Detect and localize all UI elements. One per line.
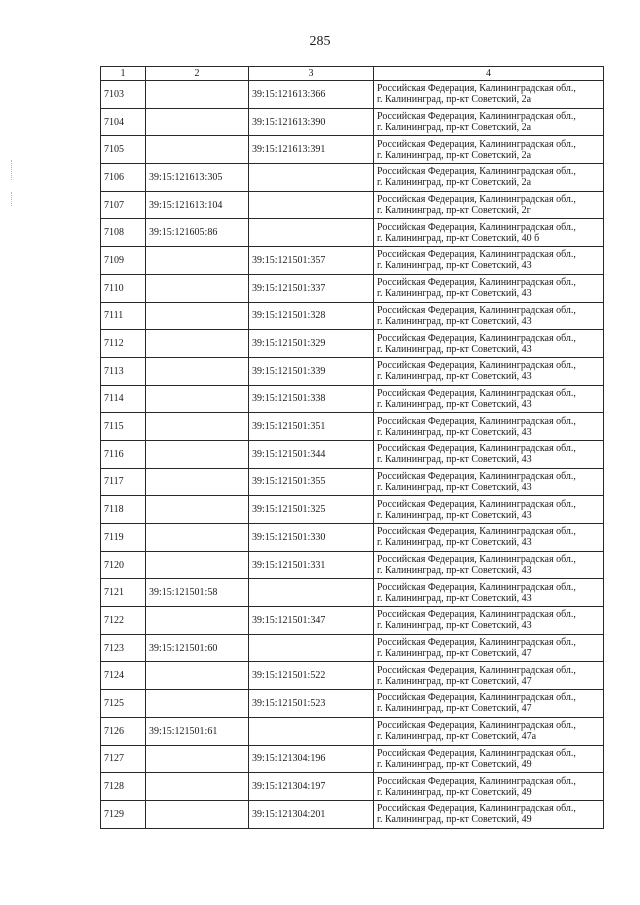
cadastral-number-col3 — [249, 634, 374, 662]
row-number: 7121 — [101, 579, 146, 607]
table-row — [101, 440, 604, 468]
cadastral-number-col3 — [249, 579, 374, 607]
address-line-2: г. Калининград, пр-кт Советский, 47 — [377, 648, 532, 660]
header-row — [101, 67, 604, 81]
table-row — [101, 524, 604, 552]
table-row — [101, 551, 604, 579]
address-line-2: г. Калининград, пр-кт Советский, 43 — [377, 565, 532, 577]
table-row — [101, 717, 604, 745]
cadastral-number-col2 — [146, 524, 249, 552]
row-number: 7124 — [101, 662, 146, 690]
address-line-2: г. Калининград, пр-кт Советский, 43 — [377, 620, 532, 632]
table-row — [101, 274, 604, 302]
table-row — [101, 385, 604, 413]
row-number: 7106 — [101, 164, 146, 192]
cadastral-number-col2: 39:15:121501:60 — [146, 634, 249, 662]
row-number: 7119 — [101, 524, 146, 552]
address-line-2: г. Калининград, пр-кт Советский, 49 — [377, 758, 532, 770]
address-line-2: г. Калининград, пр-кт Советский, 2а — [377, 149, 532, 161]
row-number: 7115 — [101, 413, 146, 441]
cadastral-number-col2 — [146, 440, 249, 468]
table-row — [101, 662, 604, 690]
address-cell — [374, 136, 604, 164]
address-line-2: г. Калининград, пр-кт Советский, 49 — [377, 814, 532, 826]
cadastral-number-col3: 39:15:121304:201 — [249, 800, 374, 828]
address-cell — [374, 524, 604, 552]
address-line-1: Российская Федерация, Калининградская обл., — [377, 637, 576, 649]
row-number: 7113 — [101, 357, 146, 385]
address-cell — [374, 191, 604, 219]
cadastral-number-col3: 39:15:121501:344 — [249, 440, 374, 468]
address-line-1: Российская Федерация, Калининградская обл., — [377, 332, 576, 344]
table-row — [101, 191, 604, 219]
table-row — [101, 164, 604, 192]
address-line-2: г. Калининград, пр-кт Советский, 43 — [377, 537, 532, 549]
row-number: 7125 — [101, 690, 146, 718]
address-line-1: Российская Федерация, Калининградская обл., — [377, 470, 576, 482]
address-cell — [374, 274, 604, 302]
row-number: 7114 — [101, 385, 146, 413]
address-line-1: Российская Федерация, Калининградская обл., — [377, 664, 576, 676]
row-number: 7111 — [101, 302, 146, 330]
cadastral-number-col3: 39:15:121501:522 — [249, 662, 374, 690]
table-row — [101, 302, 604, 330]
row-number: 7126 — [101, 717, 146, 745]
address-cell — [374, 164, 604, 192]
address-line-1: Российская Федерация, Калининградская обл., — [377, 526, 576, 538]
cadastral-number-col3: 39:15:121501:357 — [249, 247, 374, 275]
cadastral-number-col3 — [249, 191, 374, 219]
header-col-4: 4 — [374, 67, 604, 81]
row-number: 7128 — [101, 773, 146, 801]
cadastral-number-col2: 39:15:121613:104 — [146, 191, 249, 219]
table-header — [101, 67, 604, 81]
table-row — [101, 413, 604, 441]
address-line-1: Российская Федерация, Калининградская обл., — [377, 138, 576, 150]
address-line-2: г. Калининград, пр-кт Советский, 2а — [377, 94, 532, 106]
table-row — [101, 773, 604, 801]
header-col-3: 3 — [249, 67, 374, 81]
address-cell — [374, 440, 604, 468]
address-line-2: г. Калининград, пр-кт Советский, 2г — [377, 205, 531, 217]
address-cell — [374, 413, 604, 441]
cadastral-number-col2 — [146, 690, 249, 718]
address-cell — [374, 607, 604, 635]
address-cell — [374, 108, 604, 136]
cadastral-number-col2: 39:15:121605:86 — [146, 219, 249, 247]
address-cell — [374, 496, 604, 524]
address-line-2: г. Калининград, пр-кт Советский, 43 — [377, 371, 532, 383]
table-body — [101, 81, 604, 829]
table-row — [101, 496, 604, 524]
address-line-2: г. Калининград, пр-кт Советский, 49 — [377, 786, 532, 798]
cadastral-number-col3: 39:15:121501:355 — [249, 468, 374, 496]
address-line-2: г. Калининград, пр-кт Советский, 43 — [377, 260, 532, 272]
cadastral-number-col2: 39:15:121501:61 — [146, 717, 249, 745]
table-row — [101, 690, 604, 718]
address-line-2: г. Калининград, пр-кт Советский, 43 — [377, 509, 532, 521]
address-line-1: Российская Федерация, Калининградская обл., — [377, 747, 576, 759]
address-line-2: г. Калининград, пр-кт Советский, 43 — [377, 426, 532, 438]
address-line-2: г. Калининград, пр-кт Советский, 2а — [377, 122, 532, 134]
address-line-1: Российская Федерация, Калининградская обл., — [377, 387, 576, 399]
cadastral-number-col2 — [146, 662, 249, 690]
table-row — [101, 136, 604, 164]
address-line-2: г. Калининград, пр-кт Советский, 2а — [377, 177, 532, 189]
table-row — [101, 745, 604, 773]
scan-margin-mark — [11, 160, 13, 180]
cadastral-number-col3: 39:15:121304:196 — [249, 745, 374, 773]
scan-margin-mark — [11, 192, 13, 206]
address-cell — [374, 247, 604, 275]
address-cell — [374, 385, 604, 413]
cadastral-number-col2 — [146, 551, 249, 579]
header-col-2: 2 — [146, 67, 249, 81]
address-line-1: Российская Федерация, Калининградская обл., — [377, 775, 576, 787]
row-number: 7109 — [101, 247, 146, 275]
table-row — [101, 579, 604, 607]
cadastral-number-col3: 39:15:121613:391 — [249, 136, 374, 164]
row-number: 7108 — [101, 219, 146, 247]
address-line-1: Российская Федерация, Калининградская обл., — [377, 498, 576, 510]
table-row — [101, 219, 604, 247]
row-number: 7129 — [101, 800, 146, 828]
address-cell — [374, 662, 604, 690]
table-row — [101, 468, 604, 496]
address-line-1: Российская Федерация, Калининградская обл., — [377, 277, 576, 289]
cadastral-number-col3: 39:15:121501:329 — [249, 330, 374, 358]
cadastral-number-col2: 39:15:121613:305 — [146, 164, 249, 192]
cadastral-number-col3: 39:15:121304:197 — [249, 773, 374, 801]
cadastral-number-col2 — [146, 468, 249, 496]
cadastral-number-col2 — [146, 247, 249, 275]
address-line-2: г. Калининград, пр-кт Советский, 43 — [377, 343, 532, 355]
address-cell — [374, 81, 604, 109]
address-cell — [374, 219, 604, 247]
address-line-1: Российская Федерация, Калининградская обл., — [377, 720, 576, 732]
cadastral-number-col3: 39:15:121501:338 — [249, 385, 374, 413]
cadastral-number-col2 — [146, 773, 249, 801]
address-line-2: г. Калининград, пр-кт Советский, 47 — [377, 703, 532, 715]
cadastral-number-col2 — [146, 357, 249, 385]
table-row — [101, 247, 604, 275]
row-number: 7105 — [101, 136, 146, 164]
row-number: 7117 — [101, 468, 146, 496]
address-line-1: Российская Федерация, Калининградская обл., — [377, 111, 576, 123]
address-cell — [374, 468, 604, 496]
cadastral-number-col2 — [146, 108, 249, 136]
address-line-2: г. Калининград, пр-кт Советский, 43 — [377, 315, 532, 327]
cadastral-number-col3 — [249, 164, 374, 192]
address-line-1: Российская Федерация, Калининградская обл., — [377, 692, 576, 704]
table-row — [101, 357, 604, 385]
row-number: 7116 — [101, 440, 146, 468]
row-number: 7112 — [101, 330, 146, 358]
cadastral-number-col2 — [146, 274, 249, 302]
cadastral-number-col2 — [146, 136, 249, 164]
cadastral-number-col3: 39:15:121613:390 — [249, 108, 374, 136]
address-line-1: Российская Федерация, Калининградская обл., — [377, 609, 576, 621]
register-table — [100, 66, 604, 829]
cadastral-number-col3: 39:15:121501:351 — [249, 413, 374, 441]
address-line-1: Российская Федерация, Калининградская обл., — [377, 581, 576, 593]
table-row — [101, 108, 604, 136]
cadastral-number-col3: 39:15:121501:339 — [249, 357, 374, 385]
address-cell — [374, 773, 604, 801]
address-cell — [374, 690, 604, 718]
cadastral-number-col2 — [146, 800, 249, 828]
cadastral-number-col2 — [146, 385, 249, 413]
address-cell — [374, 745, 604, 773]
cadastral-number-col2 — [146, 413, 249, 441]
cadastral-number-col2 — [146, 302, 249, 330]
table-row — [101, 330, 604, 358]
address-line-1: Российская Федерация, Калининградская обл., — [377, 304, 576, 316]
row-number: 7110 — [101, 274, 146, 302]
header-col-1: 1 — [101, 67, 146, 81]
address-line-1: Российская Федерация, Калининградская обл., — [377, 166, 576, 178]
cadastral-number-col3: 39:15:121501:337 — [249, 274, 374, 302]
row-number: 7118 — [101, 496, 146, 524]
cadastral-number-col3: 39:15:121501:331 — [249, 551, 374, 579]
page-number: 285 — [309, 34, 331, 49]
address-line-1: Российская Федерация, Калининградская обл., — [377, 360, 576, 372]
cadastral-number-col2 — [146, 607, 249, 635]
cadastral-number-col3: 39:15:121501:325 — [249, 496, 374, 524]
address-line-2: г. Калининград, пр-кт Советский, 43 — [377, 592, 532, 604]
address-line-2: г. Калининград, пр-кт Советский, 43 — [377, 398, 532, 410]
address-line-1: Российская Федерация, Калининградская обл., — [377, 249, 576, 261]
address-line-1: Российская Федерация, Калининградская обл., — [377, 83, 576, 95]
cadastral-number-col3: 39:15:121613:366 — [249, 81, 374, 109]
address-line-2: г. Калининград, пр-кт Советский, 47 — [377, 675, 532, 687]
address-line-1: Российская Федерация, Калининградская обл., — [377, 194, 576, 206]
cadastral-number-col3 — [249, 219, 374, 247]
cadastral-number-col3: 39:15:121501:328 — [249, 302, 374, 330]
table-row — [101, 800, 604, 828]
address-cell — [374, 551, 604, 579]
address-line-2: г. Калининград, пр-кт Советский, 47а — [377, 731, 537, 743]
address-line-1: Российская Федерация, Калининградская обл., — [377, 221, 576, 233]
address-line-1: Российская Федерация, Калининградская обл., — [377, 443, 576, 455]
row-number: 7122 — [101, 607, 146, 635]
cadastral-number-col2 — [146, 745, 249, 773]
row-number: 7123 — [101, 634, 146, 662]
cadastral-number-col2 — [146, 330, 249, 358]
cadastral-number-col3: 39:15:121501:330 — [249, 524, 374, 552]
address-cell — [374, 330, 604, 358]
row-number: 7104 — [101, 108, 146, 136]
table-row — [101, 607, 604, 635]
address-line-2: г. Калининград, пр-кт Советский, 40 б — [377, 232, 540, 244]
address-line-1: Российская Федерация, Калининградская обл., — [377, 803, 576, 815]
address-cell — [374, 634, 604, 662]
table-row — [101, 634, 604, 662]
cadastral-number-col3 — [249, 717, 374, 745]
cadastral-number-col3: 39:15:121501:523 — [249, 690, 374, 718]
address-line-2: г. Калининград, пр-кт Советский, 43 — [377, 481, 532, 493]
cadastral-number-col3: 39:15:121501:347 — [249, 607, 374, 635]
row-number: 7127 — [101, 745, 146, 773]
address-line-1: Российская Федерация, Калининградская обл., — [377, 554, 576, 566]
row-number: 7120 — [101, 551, 146, 579]
cadastral-number-col2 — [146, 81, 249, 109]
row-number: 7107 — [101, 191, 146, 219]
address-cell — [374, 800, 604, 828]
table-row — [101, 81, 604, 109]
address-line-2: г. Калининград, пр-кт Советский, 43 — [377, 454, 532, 466]
address-line-1: Российская Федерация, Калининградская обл., — [377, 415, 576, 427]
address-cell — [374, 302, 604, 330]
address-cell — [374, 579, 604, 607]
row-number: 7103 — [101, 81, 146, 109]
address-line-2: г. Калининград, пр-кт Советский, 43 — [377, 288, 532, 300]
address-cell — [374, 357, 604, 385]
cadastral-number-col2 — [146, 496, 249, 524]
address-cell — [374, 717, 604, 745]
cadastral-number-col2: 39:15:121501:58 — [146, 579, 249, 607]
